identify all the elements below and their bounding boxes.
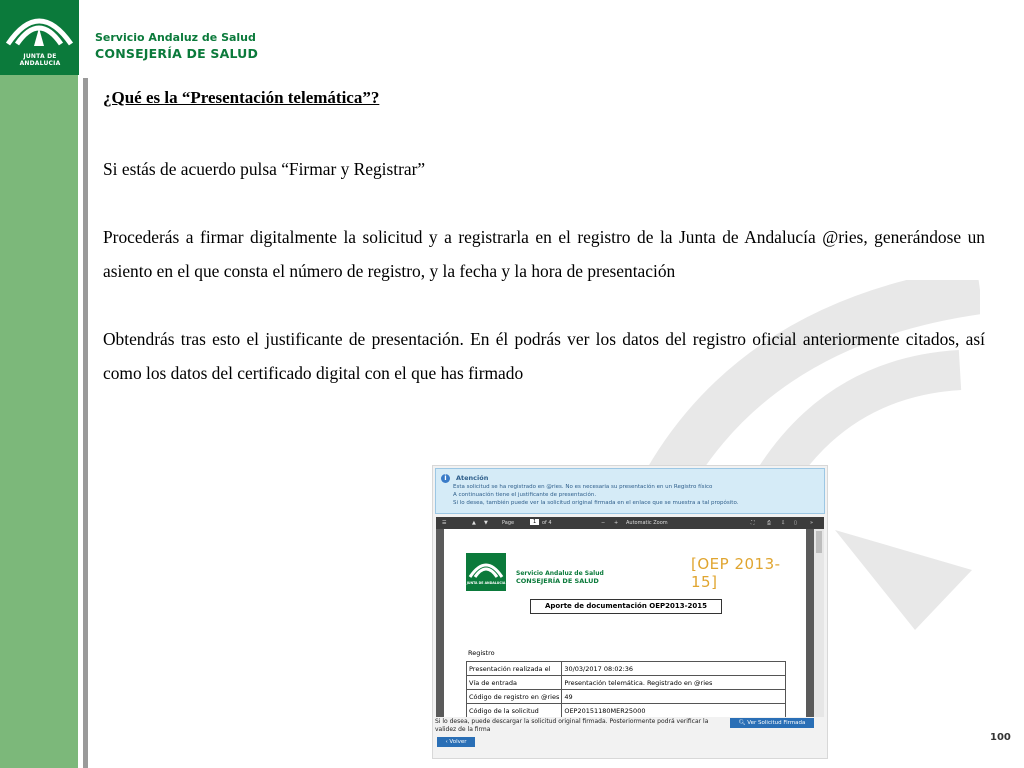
left-green-bar xyxy=(0,0,78,768)
tools-icon[interactable]: » xyxy=(810,520,814,526)
slide-heading: ¿Qué es la “Presentación telemática”? xyxy=(103,88,380,107)
oep-badge: [OEP 2013-15] xyxy=(691,555,781,591)
embedded-screenshot xyxy=(432,465,828,759)
brand-line-2: CONSEJERÍA DE SALUD xyxy=(95,46,259,61)
doc-logo-arcs-icon xyxy=(466,553,506,581)
bookmark-icon[interactable]: ▯ xyxy=(794,520,797,526)
chevron-left-icon: ‹ xyxy=(445,739,450,745)
pdf-page xyxy=(444,529,806,717)
zoom-out-icon[interactable]: − xyxy=(601,520,606,526)
doc-brand xyxy=(516,570,604,585)
brand-line-1: Servicio Andaluz de Salud xyxy=(95,31,256,44)
scrollbar-thumb[interactable] xyxy=(816,531,822,553)
zoom-in-icon[interactable]: + xyxy=(614,520,619,526)
volver-button[interactable] xyxy=(437,737,475,747)
doc-logo-caption: JUNTA DE ANDALUCIA xyxy=(466,581,506,585)
junta-andalucia-logo xyxy=(0,0,79,75)
row-value: OEP20151180MER25000 xyxy=(562,704,786,718)
paragraph-procederas: Procederás a firmar digitalmente la solicitud y a registrarla en el registro de la Junta de Andalucía @ries, generándose un asiento en el que consta el número de registro, y la fecha y la hora de presentación xyxy=(103,227,985,281)
page-label: Page xyxy=(502,520,515,526)
doc-junta-logo xyxy=(466,553,506,591)
attention-alert xyxy=(435,468,825,514)
fullscreen-icon[interactable]: ⛶ xyxy=(751,520,755,526)
logo-caption: JUNTA DE ANDALUCIA xyxy=(19,53,61,67)
sidebar-toggle-icon[interactable]: ☰ xyxy=(442,520,447,526)
registro-label: Registro xyxy=(468,649,495,657)
page-number-input[interactable]: 1 xyxy=(530,519,539,525)
row-key: Código de la solicitud xyxy=(467,704,562,718)
alert-line: Si lo desea, también puede ver la solicitud original firmada en el enlace que se muestra a tal propósito. xyxy=(453,500,739,506)
next-page-icon[interactable]: ▼ xyxy=(484,520,488,526)
download-icon[interactable]: ⇩ xyxy=(781,520,786,526)
paragraph-firmar: Si estás de acuerdo pulsa “Firmar y Registrar” xyxy=(103,159,426,179)
pdf-scrollbar[interactable] xyxy=(814,529,824,717)
brand-header xyxy=(95,31,258,61)
doc-brand-line-1: Servicio Andaluz de Salud xyxy=(516,570,604,577)
search-icon: 🔍︎ xyxy=(738,720,748,726)
row-value: Presentación telemática. Registrado en @ries xyxy=(562,676,786,690)
doc-brand-line-2: CONSEJERÍA DE SALUD xyxy=(516,577,599,585)
row-value: 30/03/2017 08:02:36 xyxy=(562,662,786,676)
table-row xyxy=(467,676,786,690)
alert-title: Atención xyxy=(456,474,489,482)
doc-title: Aporte de documentación OEP2013-2015 xyxy=(530,599,722,614)
alert-line: A continuación tiene el justificante de presentación. xyxy=(453,492,597,498)
row-key: Presentación realizada el xyxy=(467,662,562,676)
slide-content xyxy=(103,88,985,424)
gray-divider xyxy=(83,78,88,768)
download-note: Si lo desea, puede descargar la solicitud original firmada. Posteriormente podrá verificar la validez de la firma xyxy=(435,718,709,733)
pdf-viewer xyxy=(436,517,824,717)
ver-button-label: Ver Solicitud Firmada xyxy=(747,720,806,726)
ver-solicitud-firmada-button[interactable] xyxy=(730,718,814,728)
logo-arcs-icon xyxy=(0,0,79,55)
alert-line: Esta solicitud se ha registrado en @ries. No es necesaria su presentación en un Registro físico xyxy=(453,484,713,490)
row-value: 49 xyxy=(562,690,786,704)
zoom-select[interactable]: Automatic Zoom xyxy=(626,520,668,526)
page-number: 100 xyxy=(990,732,1011,743)
info-icon: i xyxy=(441,474,450,483)
row-key: Vía de entrada xyxy=(467,676,562,690)
table-row xyxy=(467,704,786,718)
row-key: Código de registro en @ries xyxy=(467,690,562,704)
registro-table xyxy=(466,661,786,717)
paragraph-obtendras: Obtendrás tras esto el justificante de presentación. En él podrás ver los datos del registro oficial anteriormente citados, así como los datos del certificado digital con el que has firmado xyxy=(103,329,985,383)
pdf-toolbar xyxy=(436,517,824,529)
volver-button-label: Volver xyxy=(449,739,467,745)
print-icon[interactable]: ⎙ xyxy=(767,520,772,526)
page-total: of 4 xyxy=(542,520,552,526)
table-row xyxy=(467,662,786,676)
prev-page-icon[interactable]: ▲ xyxy=(472,520,476,526)
table-row xyxy=(467,690,786,704)
